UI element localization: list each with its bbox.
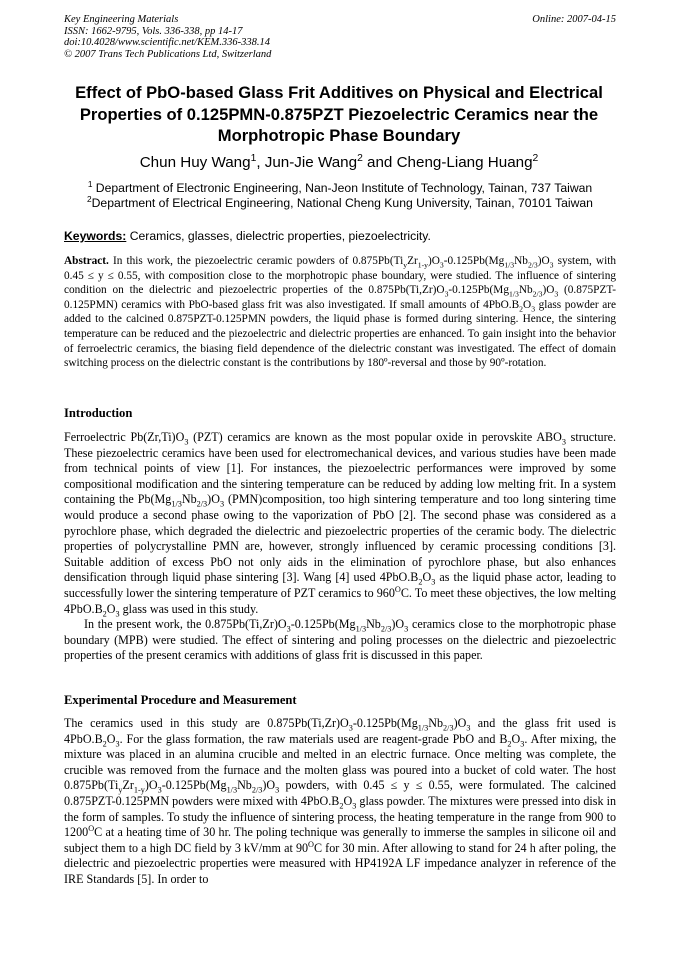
paper-title: Effect of PbO-based Glass Frit Additives on Physical and Electrical Properties of 0.125PMN-0.875PZT Piezoelectric Ceramics near the Morphotropic Phase Boundary	[75, 83, 603, 145]
abstract: Abstract. In this work, the piezoelectric ceramic powders of $0.875Pb(Ti_yZr_{1-y})O_3-0.125Pb(Mg_{1/3}Nb_{2/3})O_3$ system, with 0.45 ≤ y ≤ 0.55, with composition close to the morphotropic phase boundary, were studied. The influence of sintering condition on the dielectric and piezoelectric properties of the $0.875Pb(Ti,Zr)O_3-0.125Pb(Mg_{1/3}Nb_{2/3})O_3$ (0.875PZT-0.125PMN) ceramics with PbO-based glass frit was also investigated. If small amounts of $4PbO.B_2O_3$ glass powder are added to the calcined 0.875PZT-0.125PMN powders, the liquid phase is formed during sintering. Hence, the sintering temperature can be reduced and the piezoelectric and dielectric properties are enhanced. To gain insight into the behavior of ferroelectric ceramics, the biasing field dependence of the dielectric constant was investigated. The effect of domain switching process on the dielectric constant is the contributions by 180º-reversal and those by 90º-rotation.	[64, 255, 617, 370]
intro-paragraph-1: Ferroelectric $Pb(Zr,Ti)O_3$ (PZT) ceramics are known as the most popular oxide in perovskite $ABO_3$ structure. These piezoelectric ceramics have been used for electromechanical devices, and various studies have been made from technical points of view [1]. For instances, the piezoelectric performances were improved by some compositional modification and the sintering temperature can be reduced by adding low melting frit. In a system containing the $Pb(Mg_{1/3}Nb_{2/3})O_3$ (PMN)composition, too high sintering temperature and too long sintering time would produce a second phase owing to the vaporization of PbO [2]. The second phase was considered as a pyrochlore phase, which degraded the dielectric and piezoelectric properties of the ceramic body. The dielectric properties of polycrystalline PMN are, however, strongly influenced by ceramic processing conditions [3]. Suitable addition of excess PbO not only aids in the elimination of pyrochlore phase, but also enhances densification through liquid phase sintering [3]. Wang [4] used $4PbO.B_2O_3$ as the liquid phase actor, leading to successfully lower the sintering temperature of PZT ceramics to $960^OC$. To meet these objectives, the low melting $4PbO.B_2O_3$ glass was used in this study.	[64, 430, 617, 618]
keywords-label: Keywords:	[64, 229, 127, 243]
experimental-heading: Experimental Procedure and Measurement	[64, 693, 297, 707]
introduction-heading: Introduction	[64, 406, 133, 420]
introduction-body	[64, 430, 616, 664]
copyright-line: © 2007 Trans Tech Publications Ltd, Switzerland	[64, 48, 272, 60]
abstract-label: Abstract.	[64, 255, 109, 267]
affiliation-1: $^1$ Department of Electronic Engineering, Nan-Jeon Institute of Technology, Tainan, 737 Taiwan	[87, 178, 593, 195]
keywords	[64, 229, 616, 243]
experimental-body	[64, 716, 616, 888]
affiliation-2: $^2$Department of Electrical Engineering, National Cheng Kung University, Tainan, 70101 Taiwan	[87, 193, 593, 210]
journal-name: Key Engineering Materials	[64, 14, 179, 25]
experimental-paragraph: The ceramics used in this study are $0.875Pb(Ti,Zr)O_3-0.125Pb(Mg_{1/3}Nb_{2/3})O_3$ and the glass frit used is $4PbO.B_2O_3$. For the glass formation, the raw materials used are reagent-grade PbO and $B_2O_3$. After mixing, the mixture was placed in an alumina crucible and melted in an electric furnace. Once melting was complete, the crucible was removed from the furnace and the molten glass was poured into a bucket of cold water. The host $0.875Pb(Ti_yZr_{1-y})O_3-0.125Pb(Mg_{1/3}Nb_{2/3})O_3$ powders, with 0.45 ≤ y ≤ 0.55, were formulated. The calcined 0.875PZT-0.125PMN powders were mixed with $4PbO.B_2O_3$ glass powder. The mixtures were pressed into disk in the form of samples. To study the influence of sintering process, the heating temperature in the range from 900 to $1200^OC$ at a heating time of 30 hr. The poling technique was generally to immerse the samples in silicone oil and subject them to a high DC field by 3 kV/mm at $90^OC$ for 30 min. After allowing to stand for 24 h after poling, the dielectric and piezoelectric properties were measured with HP4192A LF impedance analyzer in reference of the IRE Standards [5]. In order to	[64, 716, 617, 886]
issn-line: ISSN: 1662-9795, Vols. 336-338, pp 14-17	[64, 25, 243, 37]
online-date: Online: 2007-04-15	[532, 14, 616, 25]
doi-line: doi:10.4028/www.scientific.net/KEM.336-338.14	[64, 37, 270, 48]
journal-header	[64, 14, 616, 60]
author-list: Chun Huy Wang$^1$, Jun-Jie Wang$^2$ and Cheng-Liang Huang$^2$	[139, 152, 539, 171]
keywords-text: Ceramics, glasses, dielectric properties, piezoelectricity.	[126, 229, 431, 243]
intro-paragraph-2: In the present work, the $0.875Pb(Ti,Zr)O_3-0.125Pb(Mg_{1/3}Nb_{2/3})O_3$ ceramics close to the morphotropic phase boundary (MPB) were studied. The effect of sintering and poling processes on the dielectric and piezoelectric properties of the present ceramics with additions of glass frit is discussed in this paper.	[64, 617, 616, 663]
